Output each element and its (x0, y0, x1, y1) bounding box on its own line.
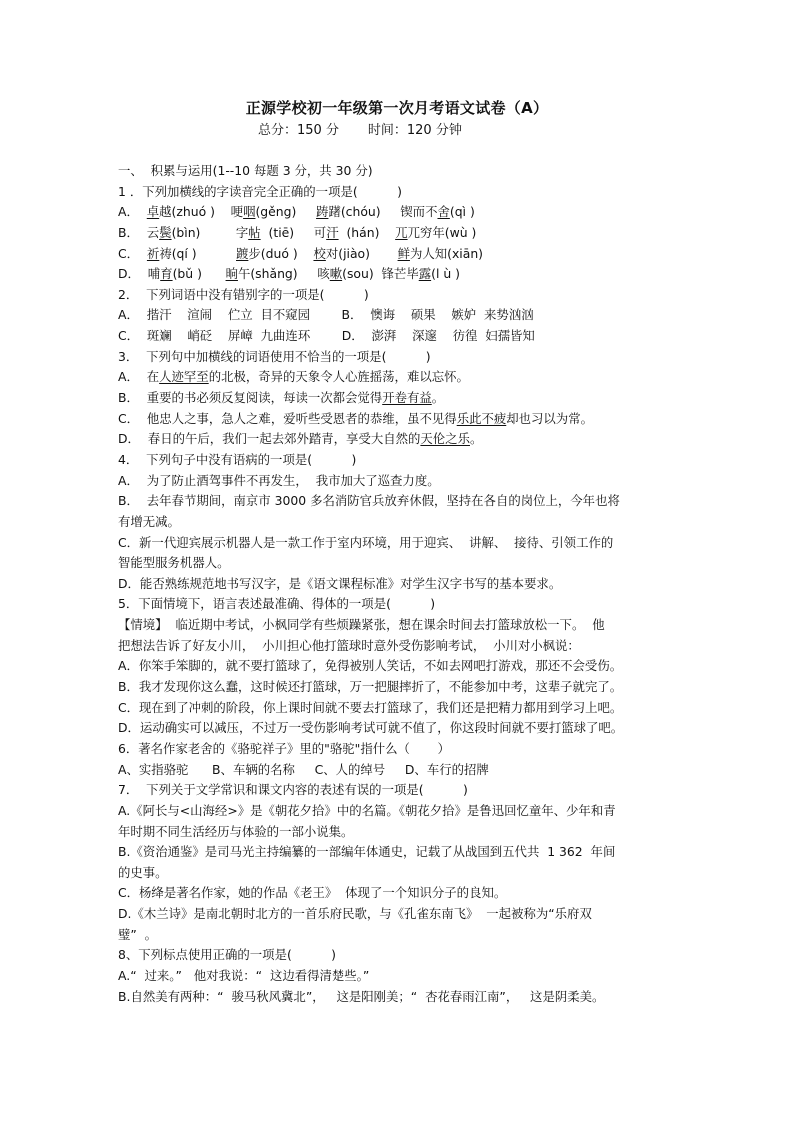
line-text: 年时期不同生活经历与体验的一部小说集。 (118, 823, 354, 839)
line-text: C． (118, 245, 147, 261)
text-line (118, 966, 678, 987)
underlined-text: 踱 (236, 245, 249, 261)
line-text: 。 (469, 431, 483, 447)
text-line (118, 760, 678, 781)
text-line (118, 161, 678, 182)
text-line (118, 182, 678, 203)
text-line (118, 945, 678, 966)
line-text: A、实指骆驼 B、车辆的名称 C、人的绰号 D、车行的招牌 (118, 761, 489, 777)
line-text: B． 去年春节期间，南京市 3000 多名消防官兵放弃休假，坚持在各自的岗位上，今年也将 (118, 493, 620, 509)
line-text: A． 为了防止酒驾事件不再发生， 我市加大了巡查力度。 (118, 472, 440, 488)
text-line (118, 904, 678, 925)
line-text: 智能型服务机器人。 (118, 555, 230, 571)
line-text: 1 ．下列加横线的字读音完全正确的一项是( ) (118, 183, 402, 199)
line-text: (tiē) 可 (260, 224, 327, 240)
underlined-text: 祈 (146, 245, 160, 261)
text-line (118, 450, 678, 471)
text-line (118, 863, 678, 884)
underlined-text: 育 (160, 266, 173, 282)
text-line (118, 925, 678, 946)
underlined-text: 帖 (248, 224, 261, 240)
line-text: D．运动确实可以减压，不过万一受伤影响考试可就不值了，你这段时间就不要打篮球了吧。 (118, 720, 624, 736)
line-text: C．新一代迎宾展示机器人是一款工作于室内环境，用于迎宾、 讲解、 接待、引领工作的 (118, 534, 614, 550)
text-line (118, 491, 678, 512)
underlined-text: 卓 (146, 204, 160, 220)
line-text: (qì ) (449, 204, 475, 220)
underlined-text: 鲜 (397, 245, 410, 261)
line-text: B.《资治通鉴》是司马光主持编纂的一部编年体通史，记载了从战国到五代共 1 362 年间 (118, 844, 616, 860)
line-text: (l ù ) (431, 266, 460, 282)
line-text: (sou) 锋芒毕 (342, 266, 419, 282)
text-line (118, 822, 678, 843)
line-text: 为人知(xiān) (409, 245, 484, 261)
line-text: D． 春日的午后，我们一起去郊外踏青，享受大自然的 (118, 431, 421, 447)
line-text: C． 他忠人之事，急人之难，爱听些受恩者的恭维，虽不见得 (118, 410, 457, 426)
line-text: (bìn) 字 (171, 224, 249, 240)
underlined-text: 晌 (225, 266, 238, 282)
line-text: A．你笨手笨脚的，就不要打篮球了，免得被别人笑话，不如去网吧打游戏，那还不会受伤。 (118, 658, 623, 674)
text-line (118, 347, 678, 368)
underlined-text: 乐此不疲 (456, 410, 507, 426)
text-line (118, 553, 678, 574)
text-line (118, 883, 678, 904)
line-text: A.《阿长与<山海经>》是《朝花夕拾》中的名篇。《朝花夕拾》是鲁迅回忆童年、少年和青 (118, 802, 616, 818)
line-text: 有增无减。 (118, 513, 180, 529)
underlined-text: 天伦之乐 (420, 431, 470, 447)
line-text: A． 揩汗 渲闹 伫立 目不窥园 B． 懊诲 硕果 嫉妒 来势汹汹 (118, 307, 534, 323)
text-line (118, 594, 678, 615)
line-text: 对(jiào) (325, 245, 398, 261)
exam-subtitle: 总分：150 分 时间：120 分钟 (258, 123, 462, 138)
line-text: B． 重要的书必须反复阅读，每读一次都会觉得 (118, 390, 383, 406)
line-text: 的史事。 (118, 864, 168, 880)
text-line (118, 367, 678, 388)
line-text: 兀穷年(wù ) (407, 224, 477, 240)
text-line (118, 698, 678, 719)
line-text: 躇(chóu) 锲而不 (328, 204, 438, 220)
line-text: B．我才发现你这么蠢，这时候还打篮球，万一把腿摔折了，不能参加中考，这辈子就完了。 (118, 679, 623, 695)
line-text: D．能否熟练规范地书写汉字，是《语文课程标准》对学生汉字书写的基本要求。 (118, 575, 562, 591)
text-line (118, 801, 678, 822)
underlined-text: 人迹罕至 (159, 369, 209, 385)
line-text: C．现在到了冲刺的阶段，你上课时间就不要去打篮球了，我们还是把精力都用到学习上吧。 (118, 699, 623, 715)
line-text: 。 (431, 390, 445, 406)
underlined-text: 踌 (316, 204, 329, 220)
line-text: B． 云 (118, 224, 160, 240)
line-text: 越(zhuó ) 哽 (159, 204, 244, 220)
text-line (118, 533, 678, 554)
text-line (118, 388, 678, 409)
text-line (118, 471, 678, 492)
line-text: D． 哺 (118, 266, 161, 282)
text-line (118, 223, 678, 244)
text-line (118, 780, 678, 801)
line-text: 3． 下列句中加横线的词语使用不恰当的一项是( ) (118, 348, 431, 364)
line-text: 4． 下列句子中没有语病的一项是( ) (118, 451, 357, 467)
text-line (118, 264, 678, 285)
line-text: A.“ 过来。” 他对我说：“ 这边看得清楚些。” (118, 967, 370, 983)
text-line (118, 677, 678, 698)
line-text: 把想法告诉了好友小川， 小川担心他打篮球时意外受伤影响考试， 小川对小枫说： (118, 637, 580, 653)
line-text: 却也习以为常。 (506, 410, 593, 426)
underlined-text: 校 (313, 245, 326, 261)
text-line (118, 718, 678, 739)
underlined-text: 咽 (243, 204, 256, 220)
exam-body (118, 161, 678, 1007)
text-line (118, 409, 678, 430)
text-line (118, 739, 678, 760)
text-line (118, 615, 678, 636)
line-text: 【情境】 临近期中考试，小枫同学有些烦躁紧张，想在课余时间去打篮球放松一下。 他 (118, 617, 605, 633)
text-line (118, 987, 678, 1008)
text-line (118, 305, 678, 326)
line-text: A． (118, 204, 147, 220)
line-text: 午(shǎng) 咳 (237, 266, 330, 282)
underlined-text: 开卷有益 (382, 390, 432, 406)
text-line (118, 512, 678, 533)
underlined-text: 舍 (437, 204, 450, 220)
line-text: 璧” 。 (118, 926, 158, 942)
text-line (118, 285, 678, 306)
line-text: (gěng) (255, 204, 317, 220)
underlined-text: 露 (418, 266, 432, 282)
line-text: 2． 下列词语中没有错别字的一项是( ) (118, 286, 369, 302)
underlined-text: 嗽 (329, 266, 343, 282)
underlined-text: 鬓 (159, 224, 172, 240)
line-text: 步(duó ) (248, 245, 314, 261)
text-line (118, 202, 678, 223)
line-text: (hán) (338, 224, 396, 240)
line-text: 8、下列标点使用正确的一项是( ) (118, 947, 337, 963)
text-line (118, 326, 678, 347)
line-text: C． 斑斓 峭砭 屏嶂 九曲连环 D． 澎湃 深邃 彷徨 妇孺皆知 (118, 328, 535, 344)
line-text: 5．下面情境下，语言表述最准确、得体的一项是( ) (118, 596, 436, 612)
line-text: C．杨绛是著名作家，她的作品《老王》 体现了一个知识分子的良知。 (118, 885, 507, 901)
line-text: 6．著名作家老舍的《骆驼祥子》里的"骆驼"指什么（ ） (118, 740, 450, 756)
text-line (118, 574, 678, 595)
text-line (118, 636, 678, 657)
line-text: 一、 积累与运用(1--10 每题 3 分，共 30 分) (118, 163, 373, 178)
line-text: 的北极，奇异的天象令人心旌摇荡，难以忘怀。 (208, 369, 469, 385)
underlined-text: 汗 (326, 224, 339, 240)
line-text: B.自然美有两种：“ 骏马秋风冀北”， 这是阳刚美；“ 杏花春雨江南”， 这是阴柔美。 (118, 988, 605, 1004)
text-line (118, 429, 678, 450)
text-line (118, 244, 678, 265)
exam-title: 正源学校初一年级第一次月考语文试卷（A） (245, 99, 549, 117)
line-text: D.《木兰诗》是南北朝时北方的一首乐府民歌，与《孔雀东南飞》 一起被称为“乐府双 (118, 906, 592, 922)
underlined-text: 兀 (395, 224, 408, 240)
line-text: A． 在 (118, 369, 160, 385)
line-text: 祷(qí ) (159, 245, 237, 261)
line-text: (bǔ ) (172, 266, 226, 282)
text-line (118, 842, 678, 863)
text-line (118, 656, 678, 677)
line-text: 7． 下列关于文学常识和课文内容的表述有误的一项是( ) (118, 782, 468, 798)
